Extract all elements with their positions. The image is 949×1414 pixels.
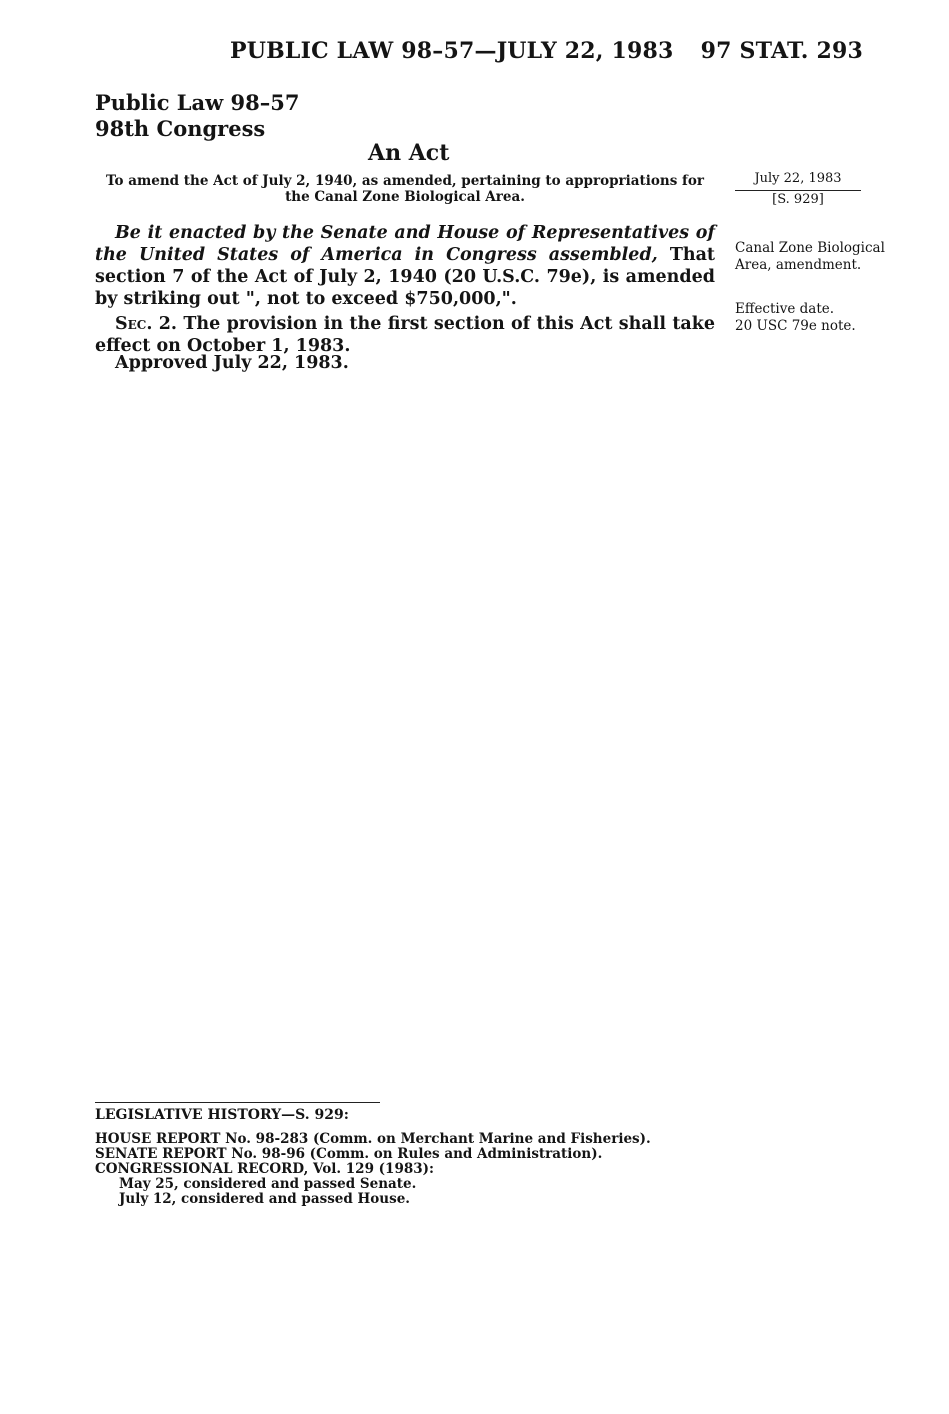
running-title: PUBLIC LAW 98–57—JULY 22, 1983 (230, 38, 674, 64)
law-identifier (95, 90, 300, 142)
house-report: HOUSE REPORT No. 98-283 (Comm. on Merchant Marine and Fisheries). (95, 1131, 651, 1147)
approval-date: Approved July 22, 1983. (115, 353, 349, 373)
usc-note: 20 USC 79e note. (735, 318, 856, 334)
section-2-label: Sec. 2. (115, 314, 178, 334)
congress-number: 98th Congress (95, 116, 266, 141)
senate-action: May 25, considered and passed Senate. (119, 1176, 417, 1192)
statute-reference: 97 STAT. 293 (700, 38, 863, 64)
act-body (95, 222, 715, 357)
running-header (0, 38, 949, 68)
house-action: July 12, considered and passed House. (119, 1191, 410, 1207)
act-title: An Act (368, 140, 450, 166)
section-2 (95, 313, 715, 357)
enactment-date: July 22, 1983 (735, 170, 861, 191)
margin-note-subject: Canal Zone Biological Area, amendment. (735, 240, 885, 273)
congressional-record: CONGRESSIONAL RECORD, Vol. 129 (1983): (95, 1161, 435, 1177)
margin-note-effective-date (735, 301, 885, 335)
enacting-clause: Be it enacted by the Senate and House of Representatives of the United States of America in Congress assembled, (95, 223, 715, 265)
section-2-text: The provision in the first section of this Act shall take effect on October 1, 1983. (95, 314, 716, 356)
margin-enactment-date (735, 170, 861, 209)
section-1 (95, 222, 715, 310)
senate-report: SENATE REPORT No. 98-96 (Comm. on Rules and Administration). (95, 1146, 603, 1162)
bill-number: [S. 929] (772, 192, 824, 207)
legislative-history-heading: LEGISLATIVE HISTORY—S. 929: (95, 1107, 349, 1123)
section-1-text: That section 7 of the Act of July 2, 1940 (20 U.S.C. 79e), is amended by striking out ", not to exceed $750,000,". (95, 245, 715, 309)
act-purpose: To amend the Act of July 2, 1940, as amended, pertaining to appropriations for the Canal Zone Biological Area. (106, 173, 704, 205)
effective-date-label: Effective date. (735, 301, 835, 317)
legislative-history (95, 1108, 795, 1207)
public-law-number: Public Law 98–57 (95, 90, 300, 115)
bleed-through-text (560, 88, 900, 116)
legislative-history-rule (95, 1102, 380, 1103)
